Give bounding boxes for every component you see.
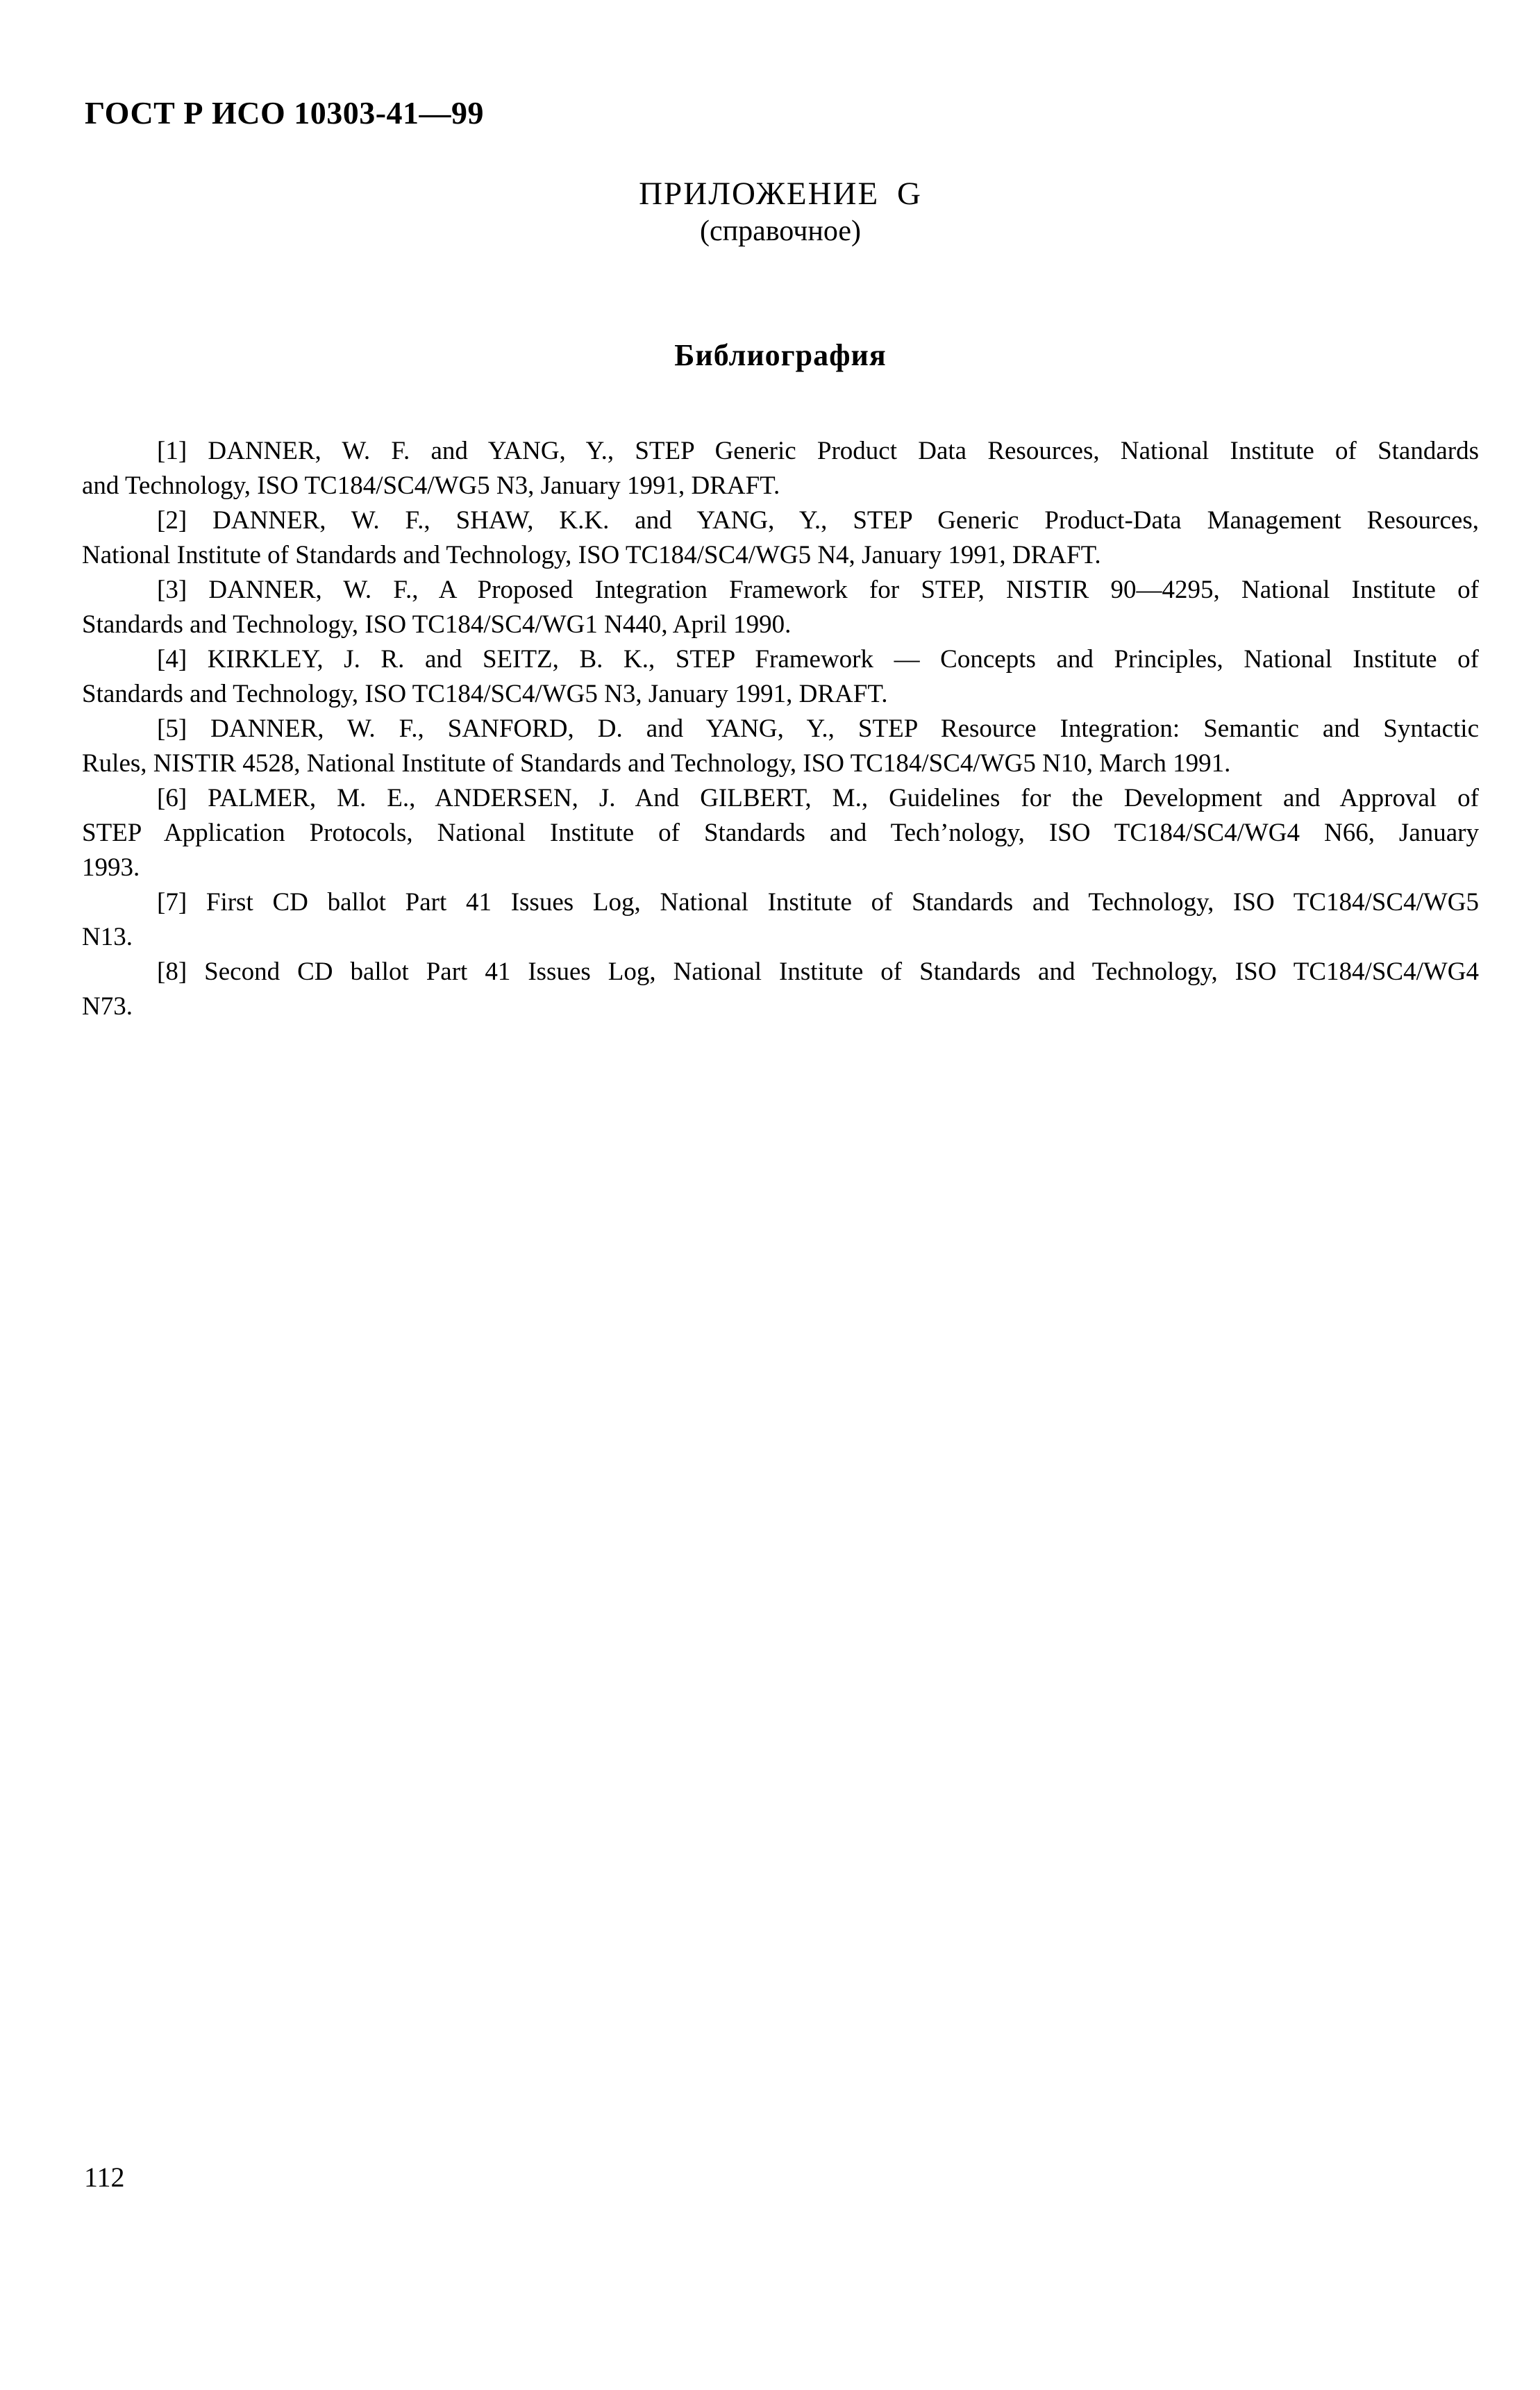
bibliography-entry-line: 1993.: [82, 853, 140, 882]
bibliography-title: Библиография: [674, 338, 887, 372]
bibliography-entry-line: Rules, NISTIR 4528, National Institute of Standards and Technology, ISO TC184/SC4/WG5 N10, March 1991.: [82, 749, 1231, 778]
bibliography-entry-line: N13.: [82, 923, 133, 951]
bibliography-entry-line: [7] First CD ballot Part 41 Issues Log, National Institute of Standards and Technology, ISO TC184/SC4/WG5: [157, 888, 1479, 917]
bibliography-entry-line: Standards and Technology, ISO TC184/SC4/WG5 N3, January 1991, DRAFT.: [82, 680, 888, 708]
bibliography-entry-line: [6] PALMER, M. E., ANDERSEN, J. And GILBERT, M., Guidelines for the Development and Approval of: [157, 784, 1479, 812]
bibliography-entry-line: [8] Second CD ballot Part 41 Issues Log, National Institute of Standards and Technology, ISO TC184/SC4/WG4: [157, 958, 1479, 986]
page-number: 112: [84, 2162, 125, 2193]
bibliography-entry-line: N73.: [82, 992, 133, 1021]
document-standard-number: ГОСТ Р ИСО 10303-41—99: [85, 95, 485, 131]
bibliography-entry-line: STEP Application Protocols, National Institute of Standards and Techʼnology, ISO TC184/SC4/WG4 N66, January: [82, 819, 1479, 847]
bibliography-entry-line: Standards and Technology, ISO TC184/SC4/WG1 N440, April 1990.: [82, 610, 792, 639]
bibliography-entry-line: and Technology, ISO TC184/SC4/WG5 N3, January 1991, DRAFT.: [82, 471, 780, 500]
bibliography-entry-line: [4] KIRKLEY, J. R. and SEITZ, B. K., STEP Framework — Concepts and Principles, National Institute of: [157, 645, 1479, 674]
bibliography-entry-line: [3] DANNER, W. F., A Proposed Integration Framework for STEP, NISTIR 90—4295, National Institute of: [157, 576, 1479, 604]
bibliography-entry-line: [1] DANNER, W. F. and YANG, Y., STEP Generic Product Data Resources, National Institute of Standards: [157, 437, 1479, 465]
bibliography-list: [82, 434, 1479, 1024]
appendix-title: ПРИЛОЖЕНИЕ G: [639, 176, 922, 212]
appendix-subtitle: (справочное): [700, 215, 861, 247]
bibliography-entry-line: [5] DANNER, W. F., SANFORD, D. and YANG, Y., STEP Resource Integration: Semantic and Syntactic: [157, 715, 1479, 743]
bibliography-entry-line: National Institute of Standards and Technology, ISO TC184/SC4/WG5 N4, January 1991, DRAFT.: [82, 541, 1101, 569]
bibliography-entry-line: [2] DANNER, W. F., SHAW, K.K. and YANG, Y., STEP Generic Product-Data Management Resources,: [157, 506, 1479, 535]
